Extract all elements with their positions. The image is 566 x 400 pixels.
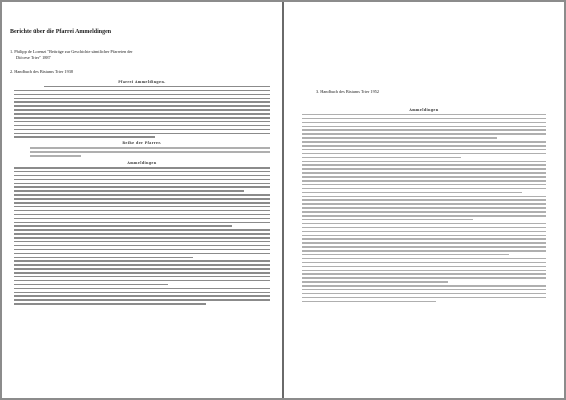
pfarrer-list-title: Reihe der Pfarrer.	[122, 140, 162, 145]
ammeldingen-1952-title: Ammeldingen	[409, 107, 439, 112]
pfarrei-section-title: Pfarrei Ammeldingen.	[118, 79, 166, 84]
scanned-text-block-1938	[14, 78, 270, 305]
scanned-text-block-1952	[302, 106, 546, 302]
right-page	[284, 2, 564, 398]
source-1-line: 1. Philipp de Lorenzi "Beiträge zur Geschichte sämtlicher Pfarreien der	[10, 49, 133, 54]
ammeldingen-subtitle: Ammeldingen	[127, 160, 157, 165]
source-2-line: 2. Handbuch des Bistums Trier 1938	[10, 69, 74, 74]
report-heading: Berichte über die Pfarrei Ammeldingen	[10, 29, 112, 35]
left-page	[2, 2, 282, 398]
source-1-continuation: Diöcese Trier" 1887	[16, 55, 51, 60]
source-3-line: 3. Handbuch des Bistums Trier 1952	[316, 89, 380, 94]
